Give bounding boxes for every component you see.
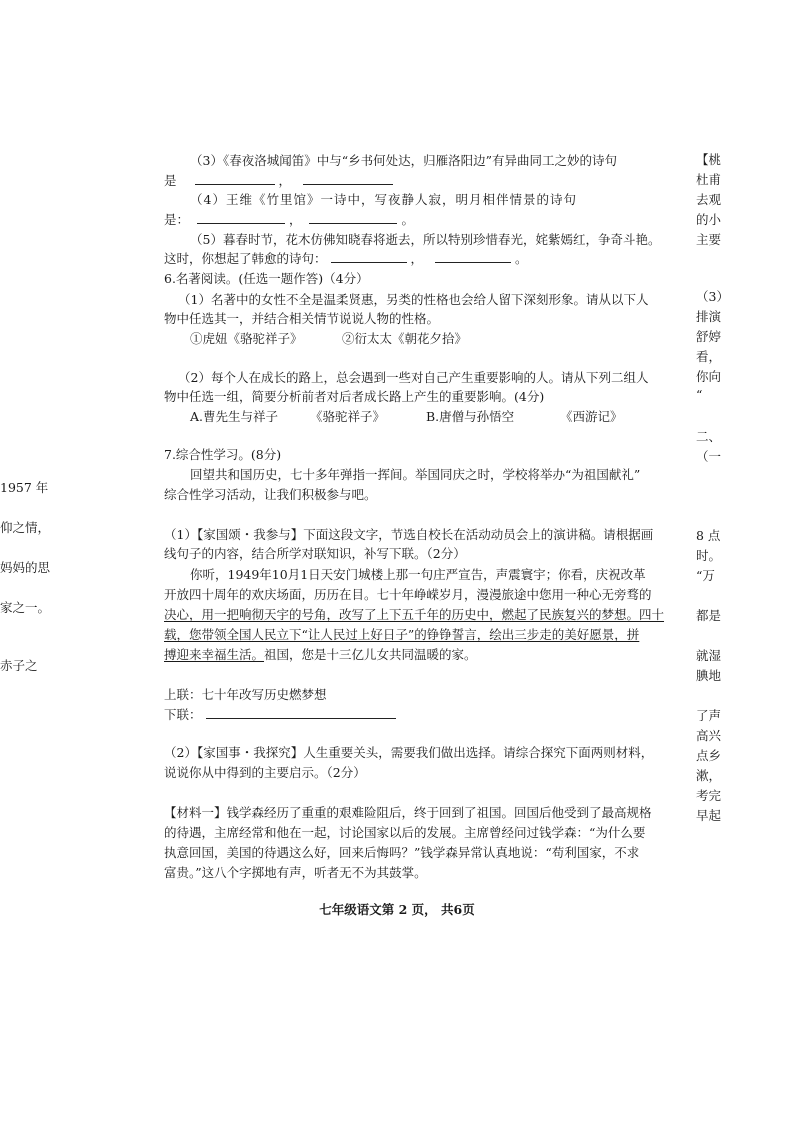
couplet-lower: 下联： [164, 706, 396, 724]
speech-para-2: 开放四十周年的欢庆场面，历历在目。七十年峥嵘岁月，漫漫旅途中您用一种心无旁骛的 [164, 587, 652, 602]
answer-blank[interactable] [309, 211, 397, 224]
answer-blank[interactable] [435, 250, 511, 263]
answer-blank[interactable] [197, 211, 285, 224]
q6-option-b-book: 《西游记》 [560, 409, 623, 424]
q6-2-line-a: （2）每个人在成长的路上，总会遇到一些对自己产生重要影响的人。请从下列二组人 [178, 370, 649, 385]
q7-title: 7.综合性学习。(8分) [164, 447, 282, 462]
speech-para-4-underlined: 载，您带领全国人民立下“让人民过上好日子”的铮铮誓言，绘出三步走的美好愿景，拼 [164, 627, 640, 642]
page-footer: 七年级语文第 2 页， 共6页 [319, 902, 475, 917]
q5-4-line-b: 是： ， 。 [164, 212, 414, 227]
answer-blank[interactable] [331, 250, 407, 263]
q6-title: 6.名著阅读。(任选一题作答)（4分） [164, 271, 369, 286]
q6-1-line-a: （1）名著中的女性不全是温柔贤惠，另类的性格也会给人留下深刻形象。请从以下人 [178, 292, 649, 307]
q6-option-a-book: 《骆驼祥子》 [310, 409, 386, 424]
q5-3-line-a: （3）《春夜洛城闻笛》中与“乡书何处达，归雁洛阳边”有异曲同工之妙的诗句 [190, 153, 617, 168]
speech-para-1: 你听，1949年10月1日天安门城楼上那一句庄严宣告，声震寰宇；你看，庆祝改革 [190, 567, 646, 582]
q5-4-line-a: （4）王维《竹里馆》一诗中，写夜静人寂，明月相伴情景的诗句 [190, 192, 577, 207]
q5-5-line-a: （5）暮春时节，花木仿佛知晓春将逝去，所以特别珍惜春光，姹紫嫣红，争奇斗艳。 [190, 232, 661, 247]
couplet-lower-blank[interactable] [206, 706, 396, 719]
speech-para-5: 搏迎来幸福生活。祖国，您是十三亿儿女共同温暖的家。 [164, 647, 477, 662]
q6-option-2: ②衍太太《朝花夕拾》 [342, 331, 468, 346]
speech-para-3-underlined: 决心，用一把响彻天宇的号角，改写了上下五千年的历史中，燃起了民族复兴的梦想。四十 [164, 607, 665, 622]
q7-intro-a: 回望共和国历史，七十多年弹指一挥间。举国同庆之时，学校将举办“为祖国献礼” [190, 467, 641, 482]
q7-intro-b: 综合性学习活动，让我们积极参与吧。 [164, 487, 377, 502]
q7-2-line-b: 说说你从中得到的主要启示。（2分） [164, 765, 366, 780]
right-page-fragment: 【桃 杜甫 去观 的小 主要 （3） 排演 舒婷 看， 你向 “ 二、 （一 8 点 时。 “万 都是 就湿 腆地 了声 高兴 点乡 漱， 考完 早起 [696, 152, 729, 823]
left-page-fragment: 1957 年 仰之情， 妈妈的思 家之一。 赤子之 [0, 480, 51, 673]
material-1-line-b: 的待遇，主席经常和他在一起，讨论国家以后的发展。主席曾经问过钱学森：“为什么要 [164, 825, 646, 840]
q6-1-line-b: 物中任选其一，并结合相关情节说说人物的性格。 [164, 311, 440, 326]
q7-2-line-a: （2）【家国事・我探究】人生重要关头，需要我们做出选择。请综合探究下面两则材料， [164, 745, 654, 760]
q5-5-line-b: 这时，你想起了韩愈的诗句： ， 。 [164, 251, 528, 266]
q6-option-1: ①虎妞《骆驼祥子》 [190, 331, 303, 346]
q7-1-line-a: （1）【家国颂・我参与】下面这段文字，节选自校长在活动动员会上的演讲稿。请根据画 [164, 527, 654, 542]
q6-2-line-b: 物中任选一组，简要分析前者对后者成长路上产生的重要影响。(4分) [164, 389, 545, 404]
q5-3-line-b: 是 ， [164, 172, 393, 190]
material-1-line-d: 富贵。”这八个字掷地有声，听者无不为其鼓掌。 [164, 865, 427, 880]
q7-1-line-b: 线句子的内容，结合所学对联知识，补写下联。（2分） [164, 546, 466, 561]
q6-option-b: B.唐僧与孙悟空 [426, 409, 515, 424]
answer-blank[interactable] [303, 172, 393, 185]
couplet-upper: 上联：七十年改写历史燃梦想 [164, 687, 327, 702]
answer-blank[interactable] [195, 172, 275, 185]
material-1-line-c: 执意回国，美国的待遇这么好，回来后悔吗？”钱学森异常认真地说：“苟利国家，不求 [164, 845, 640, 860]
material-1-line-a: 【材料一】钱学森经历了重重的艰难险阻后，终于回到了祖国。回国后他受到了最高规格 [164, 805, 652, 820]
q6-option-a: A.曹先生与祥子 [190, 409, 279, 424]
